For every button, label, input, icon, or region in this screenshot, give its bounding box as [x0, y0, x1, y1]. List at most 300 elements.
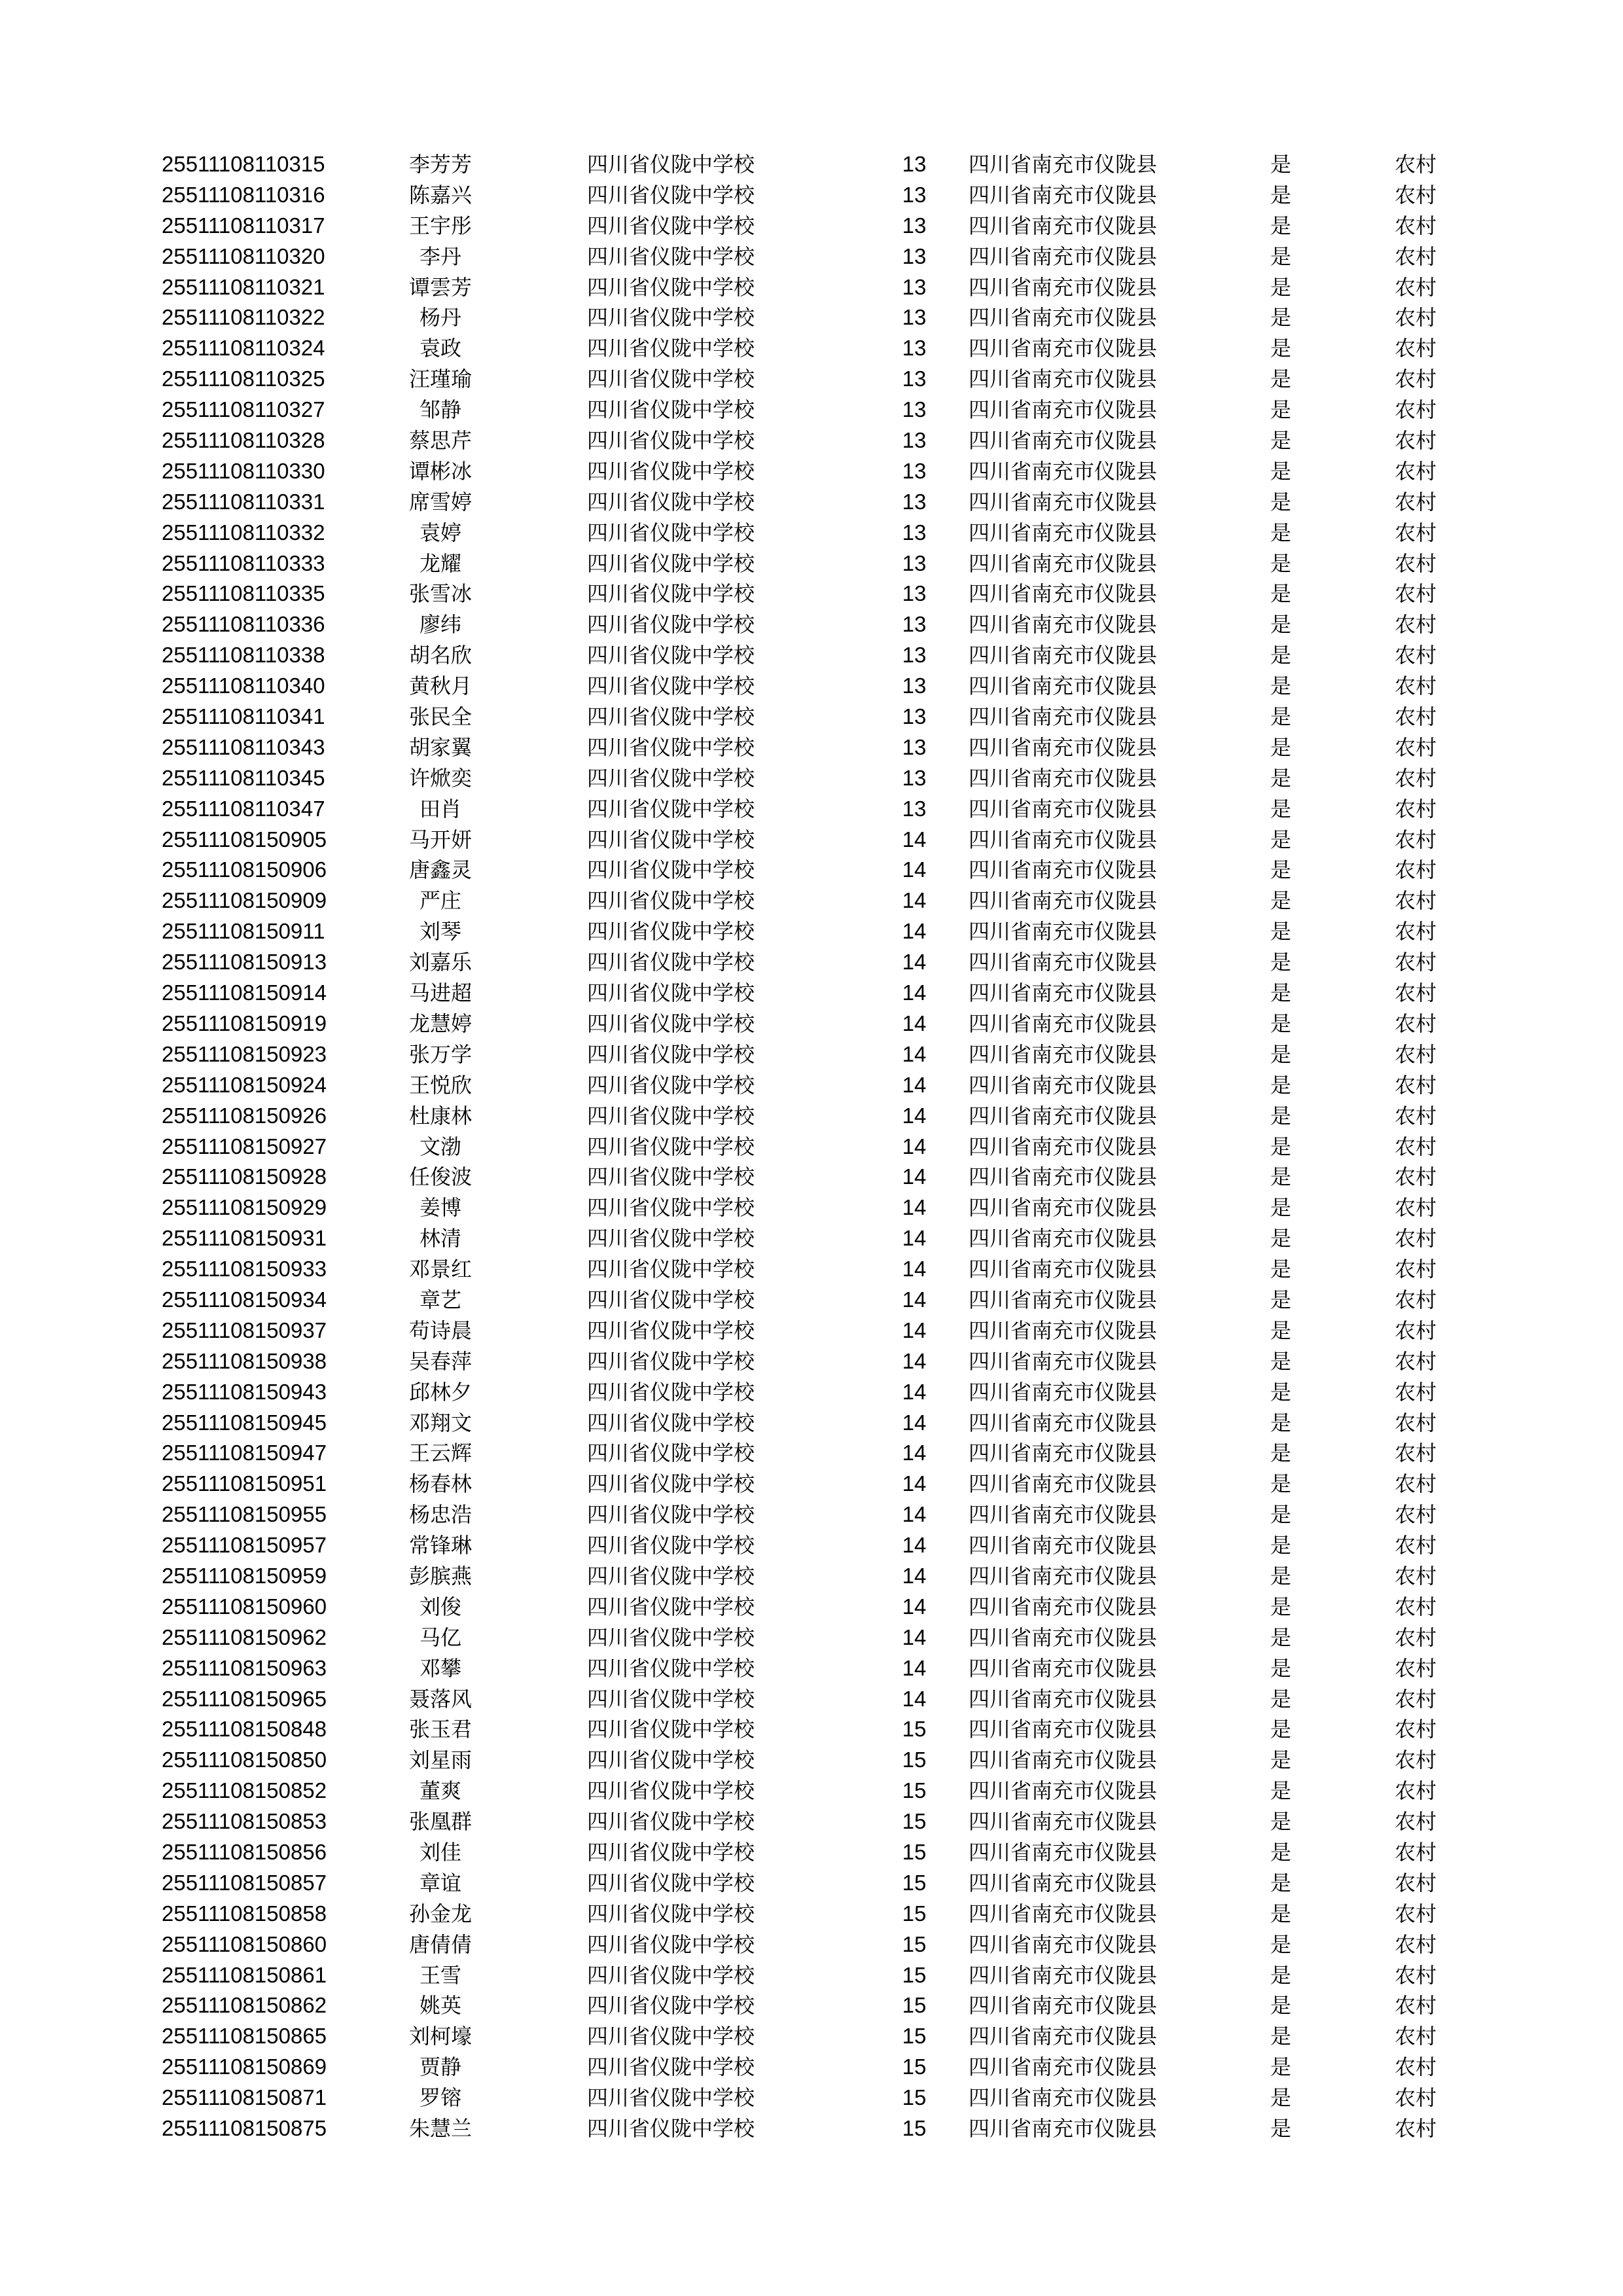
region-cell: 四川省南充市仪陇县: [969, 1839, 1158, 1865]
table-row: [0, 1223, 1623, 1254]
residence-type-cell: 农村: [1394, 1103, 1437, 1128]
school-cell: 四川省仪陇中学校: [587, 1870, 755, 1895]
student-name-cell: 邱林夕: [408, 1379, 473, 1405]
eligibility-flag-cell: 是: [1270, 367, 1292, 392]
residence-type-cell: 农村: [1394, 1410, 1437, 1435]
exam-number-cell: 25511108150951: [162, 1471, 327, 1496]
student-name-cell: 杜康林: [408, 1103, 473, 1128]
eligibility-flag-cell: 是: [1270, 1901, 1292, 1926]
exam-number-cell: 25511108110336: [162, 612, 325, 637]
school-cell: 四川省仪陇中学校: [587, 888, 755, 914]
region-cell: 四川省南充市仪陇县: [969, 397, 1158, 423]
residence-type-cell: 农村: [1394, 673, 1437, 699]
table-row: [0, 763, 1623, 794]
exam-number-cell: 25511108150865: [162, 2024, 327, 2049]
school-cell: 四川省仪陇中学校: [587, 2024, 755, 2049]
residence-type-cell: 农村: [1394, 1563, 1437, 1588]
school-cell: 四川省仪陇中学校: [587, 1655, 755, 1681]
class-cell: 14: [902, 1257, 927, 1282]
exam-number-cell: 25511108110332: [162, 520, 325, 545]
exam-number-cell: 25511108110321: [162, 274, 325, 299]
student-name-cell: 谭彬冰: [408, 458, 473, 484]
school-cell: 四川省仪陇中学校: [587, 1318, 755, 1343]
region-cell: 四川省南充市仪陇县: [969, 919, 1158, 944]
school-cell: 四川省仪陇中学校: [587, 1686, 755, 1712]
class-cell: 14: [902, 1624, 927, 1649]
eligibility-flag-cell: 是: [1270, 213, 1292, 238]
eligibility-flag-cell: 是: [1270, 1655, 1292, 1681]
exam-number-cell: 25511108150957: [162, 1533, 327, 1558]
school-cell: 四川省仪陇中学校: [587, 643, 755, 668]
region-cell: 四川省南充市仪陇县: [969, 612, 1158, 637]
eligibility-flag-cell: 是: [1270, 1164, 1292, 1190]
region-cell: 四川省南充市仪陇县: [969, 950, 1158, 975]
region-cell: 四川省南充市仪陇县: [969, 581, 1158, 607]
class-cell: 14: [902, 1410, 927, 1435]
exam-number-cell: 25511108150938: [162, 1348, 327, 1373]
table-row: [0, 1254, 1623, 1285]
class-cell: 13: [902, 796, 927, 821]
residence-type-cell: 农村: [1394, 1257, 1437, 1282]
school-cell: 四川省仪陇中学校: [587, 1717, 755, 1742]
region-cell: 四川省南充市仪陇县: [969, 1901, 1158, 1926]
eligibility-flag-cell: 是: [1270, 581, 1292, 607]
residence-type-cell: 农村: [1394, 1809, 1437, 1835]
region-cell: 四川省南充市仪陇县: [969, 274, 1158, 300]
student-name-cell: 张雪冰: [408, 581, 473, 607]
class-cell: 15: [902, 1901, 927, 1926]
school-cell: 四川省仪陇中学校: [587, 765, 755, 791]
residence-type-cell: 农村: [1394, 1533, 1437, 1558]
region-cell: 四川省南充市仪陇县: [969, 1717, 1158, 1742]
exam-number-cell: 25511108150965: [162, 1686, 327, 1711]
student-name-cell: 刘嘉乐: [408, 950, 473, 975]
residence-type-cell: 农村: [1394, 1901, 1437, 1926]
class-cell: 13: [902, 213, 927, 238]
student-name-cell: 任俊波: [408, 1164, 473, 1190]
exam-number-cell: 25511108150934: [162, 1287, 327, 1312]
residence-type-cell: 农村: [1394, 704, 1437, 730]
exam-number-cell: 25511108110333: [162, 550, 325, 575]
school-cell: 四川省仪陇中学校: [587, 1379, 755, 1405]
exam-number-cell: 25511108110324: [162, 336, 325, 361]
student-name-cell: 彭膑燕: [408, 1563, 473, 1588]
exam-number-cell: 25511108150926: [162, 1103, 327, 1128]
table-row: [0, 1316, 1623, 1346]
student-name-cell: 姜博: [419, 1195, 462, 1221]
eligibility-flag-cell: 是: [1270, 1931, 1292, 1957]
eligibility-flag-cell: 是: [1270, 1962, 1292, 1988]
school-cell: 四川省仪陇中学校: [587, 1533, 755, 1558]
student-name-cell: 刘琴: [419, 919, 462, 944]
class-cell: 13: [902, 489, 927, 514]
student-name-cell: 姚英: [419, 1993, 462, 2018]
school-cell: 四川省仪陇中学校: [587, 1778, 755, 1804]
exam-number-cell: 25511108150875: [162, 2116, 327, 2140]
residence-type-cell: 农村: [1394, 1502, 1437, 1528]
student-name-cell: 马亿: [419, 1624, 462, 1650]
class-cell: 14: [902, 1041, 927, 1066]
student-name-cell: 廖纬: [419, 612, 462, 637]
exam-number-cell: 25511108110328: [162, 428, 325, 453]
residence-type-cell: 农村: [1394, 489, 1437, 514]
school-cell: 四川省仪陇中学校: [587, 489, 755, 514]
region-cell: 四川省南充市仪陇县: [969, 1379, 1158, 1405]
class-cell: 13: [902, 520, 927, 545]
residence-type-cell: 农村: [1394, 428, 1437, 454]
school-cell: 四川省仪陇中学校: [587, 2085, 755, 2111]
residence-type-cell: 农村: [1394, 1348, 1437, 1374]
region-cell: 四川省南充市仪陇县: [969, 2116, 1158, 2141]
eligibility-flag-cell: 是: [1270, 980, 1292, 1006]
region-cell: 四川省南充市仪陇县: [969, 1686, 1158, 1712]
residence-type-cell: 农村: [1394, 857, 1437, 883]
region-cell: 四川省南充市仪陇县: [969, 1164, 1158, 1190]
region-cell: 四川省南充市仪陇县: [969, 1624, 1158, 1650]
student-name-cell: 胡家翼: [408, 734, 473, 760]
table-row: [0, 2021, 1623, 2052]
class-cell: 14: [902, 1502, 927, 1527]
region-cell: 四川省南充市仪陇县: [969, 1748, 1158, 1773]
region-cell: 四川省南充市仪陇县: [969, 458, 1158, 484]
school-cell: 四川省仪陇中学校: [587, 1748, 755, 1773]
exam-number-cell: 25511108150906: [162, 857, 327, 882]
residence-type-cell: 农村: [1394, 980, 1437, 1006]
region-cell: 四川省南充市仪陇县: [969, 489, 1158, 514]
eligibility-flag-cell: 是: [1270, 1257, 1292, 1282]
student-name-cell: 朱慧兰: [408, 2116, 473, 2141]
eligibility-flag-cell: 是: [1270, 1870, 1292, 1895]
exam-number-cell: 25511108110341: [162, 704, 325, 729]
table-row: [0, 1684, 1623, 1715]
class-cell: 15: [902, 1717, 927, 1742]
eligibility-flag-cell: 是: [1270, 520, 1292, 545]
student-name-cell: 邓攀: [419, 1655, 462, 1681]
student-name-cell: 张万学: [408, 1041, 473, 1067]
residence-type-cell: 农村: [1394, 2054, 1437, 2080]
region-cell: 四川省南充市仪陇县: [969, 1410, 1158, 1435]
class-cell: 15: [902, 1809, 927, 1834]
residence-type-cell: 农村: [1394, 796, 1437, 821]
region-cell: 四川省南充市仪陇县: [969, 213, 1158, 238]
residence-type-cell: 农村: [1394, 643, 1437, 668]
table-row: [0, 1346, 1623, 1377]
table-row: [0, 1377, 1623, 1408]
exam-number-cell: 25511108150931: [162, 1226, 327, 1251]
eligibility-flag-cell: 是: [1270, 2116, 1292, 2141]
residence-type-cell: 农村: [1394, 274, 1437, 300]
eligibility-flag-cell: 是: [1270, 888, 1292, 914]
table-row: [0, 1039, 1623, 1070]
student-name-cell: 邓景红: [408, 1257, 473, 1282]
region-cell: 四川省南充市仪陇县: [969, 1563, 1158, 1588]
table-row: [0, 333, 1623, 364]
class-cell: 13: [902, 734, 927, 759]
student-name-cell: 龙耀: [419, 550, 462, 576]
class-cell: 14: [902, 1655, 927, 1680]
residence-type-cell: 农村: [1394, 1870, 1437, 1895]
class-cell: 14: [902, 1195, 927, 1220]
class-cell: 14: [902, 827, 927, 852]
region-cell: 四川省南充市仪陇县: [969, 827, 1158, 852]
student-name-cell: 刘佳: [419, 1839, 462, 1865]
table-row: [0, 1745, 1623, 1776]
class-cell: 14: [902, 1686, 927, 1711]
class-cell: 13: [902, 182, 927, 207]
student-name-cell: 李丹: [419, 243, 462, 269]
table-row: [0, 149, 1623, 180]
region-cell: 四川省南充市仪陇县: [969, 367, 1158, 392]
eligibility-flag-cell: 是: [1270, 305, 1292, 331]
school-cell: 四川省仪陇中学校: [587, 1011, 755, 1036]
student-name-cell: 常锋琳: [408, 1533, 473, 1558]
student-name-cell: 李芳芳: [408, 152, 473, 177]
eligibility-flag-cell: 是: [1270, 1379, 1292, 1405]
class-cell: 14: [902, 1594, 927, 1619]
class-cell: 13: [902, 428, 927, 453]
residence-type-cell: 农村: [1394, 1471, 1437, 1497]
table-row: [0, 211, 1623, 242]
exam-number-cell: 25511108110320: [162, 243, 325, 268]
table-row: [0, 2113, 1623, 2144]
student-name-cell: 杨丹: [419, 305, 462, 331]
exam-number-cell: 25511108150945: [162, 1410, 327, 1435]
class-cell: 14: [902, 1134, 927, 1158]
region-cell: 四川省南充市仪陇县: [969, 1778, 1158, 1804]
school-cell: 四川省仪陇中学校: [587, 673, 755, 699]
exam-number-cell: 25511108150929: [162, 1195, 327, 1220]
region-cell: 四川省南充市仪陇县: [969, 1441, 1158, 1466]
school-cell: 四川省仪陇中学校: [587, 796, 755, 821]
student-name-cell: 邓翔文: [408, 1410, 473, 1435]
class-cell: 15: [902, 2024, 927, 2049]
eligibility-flag-cell: 是: [1270, 1441, 1292, 1466]
residence-type-cell: 农村: [1394, 1962, 1437, 1988]
region-cell: 四川省南充市仪陇县: [969, 1134, 1158, 1159]
student-name-cell: 杨忠浩: [408, 1502, 473, 1528]
residence-type-cell: 农村: [1394, 950, 1437, 975]
exam-number-cell: 25511108110325: [162, 367, 325, 391]
exam-number-cell: 25511108110322: [162, 305, 325, 330]
region-cell: 四川省南充市仪陇县: [969, 673, 1158, 699]
class-cell: 14: [902, 1348, 927, 1373]
table-row: [0, 1990, 1623, 2021]
table-row: [0, 518, 1623, 548]
class-cell: 14: [902, 950, 927, 975]
student-name-cell: 马开妍: [408, 827, 473, 852]
class-cell: 13: [902, 673, 927, 698]
table-row: [0, 1101, 1623, 1132]
class-cell: 14: [902, 1072, 927, 1097]
school-cell: 四川省仪陇中学校: [587, 550, 755, 576]
residence-type-cell: 农村: [1394, 1134, 1437, 1159]
student-name-cell: 黄秋月: [408, 673, 473, 699]
exam-number-cell: 25511108150860: [162, 1931, 327, 1956]
exam-number-cell: 25511108150856: [162, 1839, 327, 1864]
region-cell: 四川省南充市仪陇县: [969, 1471, 1158, 1497]
eligibility-flag-cell: 是: [1270, 336, 1292, 361]
exam-number-cell: 25511108110347: [162, 796, 325, 821]
table-row: [0, 855, 1623, 886]
residence-type-cell: 农村: [1394, 397, 1437, 423]
region-cell: 四川省南充市仪陇县: [969, 1931, 1158, 1957]
student-name-cell: 蔡思芹: [408, 428, 473, 454]
student-name-cell: 许焮奕: [408, 765, 473, 791]
school-cell: 四川省仪陇中学校: [587, 980, 755, 1006]
student-name-cell: 刘星雨: [408, 1748, 473, 1773]
eligibility-flag-cell: 是: [1270, 397, 1292, 423]
school-cell: 四川省仪陇中学校: [587, 1809, 755, 1835]
exam-number-cell: 25511108110335: [162, 581, 325, 606]
exam-number-cell: 25511108150852: [162, 1778, 327, 1803]
student-name-cell: 文渤: [419, 1134, 462, 1159]
region-cell: 四川省南充市仪陇县: [969, 1348, 1158, 1374]
school-cell: 四川省仪陇中学校: [587, 612, 755, 637]
region-cell: 四川省南充市仪陇县: [969, 1195, 1158, 1221]
class-cell: 14: [902, 1011, 927, 1035]
eligibility-flag-cell: 是: [1270, 182, 1292, 207]
class-cell: 15: [902, 1778, 927, 1803]
table-row: [0, 1408, 1623, 1439]
region-cell: 四川省南充市仪陇县: [969, 2024, 1158, 2049]
eligibility-flag-cell: 是: [1270, 1839, 1292, 1865]
residence-type-cell: 农村: [1394, 336, 1437, 361]
exam-number-cell: 25511108150963: [162, 1655, 327, 1680]
table-row: [0, 272, 1623, 303]
eligibility-flag-cell: 是: [1270, 796, 1292, 821]
eligibility-flag-cell: 是: [1270, 1287, 1292, 1312]
residence-type-cell: 农村: [1394, 213, 1437, 238]
exam-number-cell: 25511108150871: [162, 2085, 327, 2110]
eligibility-flag-cell: 是: [1270, 1594, 1292, 1619]
student-name-cell: 唐倩倩: [408, 1931, 473, 1957]
student-name-cell: 张凰群: [408, 1809, 473, 1835]
region-cell: 四川省南充市仪陇县: [969, 888, 1158, 914]
exam-number-cell: 25511108150933: [162, 1257, 327, 1282]
eligibility-flag-cell: 是: [1270, 2054, 1292, 2080]
table-row: [0, 609, 1623, 640]
region-cell: 四川省南充市仪陇县: [969, 243, 1158, 269]
eligibility-flag-cell: 是: [1270, 1993, 1292, 2018]
class-cell: 14: [902, 1471, 927, 1496]
table-row: [0, 1776, 1623, 1806]
exam-number-cell: 25511108150850: [162, 1748, 327, 1772]
school-cell: 四川省仪陇中学校: [587, 1931, 755, 1957]
student-name-cell: 章谊: [419, 1870, 462, 1895]
region-cell: 四川省南充市仪陇县: [969, 428, 1158, 454]
table-row: [0, 180, 1623, 211]
exam-number-cell: 25511108150962: [162, 1624, 327, 1649]
residence-type-cell: 农村: [1394, 1164, 1437, 1190]
school-cell: 四川省仪陇中学校: [587, 1441, 755, 1466]
table-row: [0, 1868, 1623, 1899]
residence-type-cell: 农村: [1394, 2116, 1437, 2141]
exam-number-cell: 25511108150947: [162, 1441, 327, 1465]
school-cell: 四川省仪陇中学校: [587, 1072, 755, 1098]
class-cell: 15: [902, 1748, 927, 1772]
region-cell: 四川省南充市仪陇县: [969, 182, 1158, 207]
school-cell: 四川省仪陇中学校: [587, 1839, 755, 1865]
exam-number-cell: 25511108150919: [162, 1011, 327, 1035]
school-cell: 四川省仪陇中学校: [587, 1103, 755, 1128]
class-cell: 14: [902, 1226, 927, 1251]
eligibility-flag-cell: 是: [1270, 1348, 1292, 1374]
region-cell: 四川省南充市仪陇县: [969, 550, 1158, 576]
residence-type-cell: 农村: [1394, 1041, 1437, 1067]
class-cell: 14: [902, 1563, 927, 1588]
table-row: [0, 1070, 1623, 1101]
exam-number-cell: 25511108150913: [162, 950, 327, 975]
exam-number-cell: 25511108150858: [162, 1901, 327, 1926]
eligibility-flag-cell: 是: [1270, 1624, 1292, 1650]
table-row: [0, 487, 1623, 518]
residence-type-cell: 农村: [1394, 1748, 1437, 1773]
class-cell: 14: [902, 888, 927, 913]
exam-number-cell: 25511108110316: [162, 182, 325, 207]
school-cell: 四川省仪陇中学校: [587, 1993, 755, 2018]
class-cell: 13: [902, 458, 927, 483]
exam-number-cell: 25511108150911: [162, 919, 325, 944]
school-cell: 四川省仪陇中学校: [587, 152, 755, 177]
table-row: [0, 395, 1623, 425]
residence-type-cell: 农村: [1394, 765, 1437, 791]
region-cell: 四川省南充市仪陇县: [969, 2085, 1158, 2111]
residence-type-cell: 农村: [1394, 305, 1437, 331]
eligibility-flag-cell: 是: [1270, 612, 1292, 637]
school-cell: 四川省仪陇中学校: [587, 305, 755, 331]
eligibility-flag-cell: 是: [1270, 1809, 1292, 1835]
residence-type-cell: 农村: [1394, 1778, 1437, 1804]
exam-number-cell: 25511108150943: [162, 1379, 327, 1404]
table-row: [0, 1806, 1623, 1837]
class-cell: 14: [902, 1318, 927, 1342]
class-cell: 13: [902, 612, 927, 637]
class-cell: 15: [902, 2054, 927, 2079]
eligibility-flag-cell: 是: [1270, 1041, 1292, 1067]
school-cell: 四川省仪陇中学校: [587, 1164, 755, 1190]
eligibility-flag-cell: 是: [1270, 1778, 1292, 1804]
exam-number-cell: 25511108150869: [162, 2054, 327, 2079]
student-name-cell: 王云辉: [408, 1441, 473, 1466]
student-name-cell: 汪瑾瑜: [408, 367, 473, 392]
class-cell: 14: [902, 1103, 927, 1128]
exam-number-cell: 25511108150960: [162, 1594, 327, 1619]
eligibility-flag-cell: 是: [1270, 1686, 1292, 1712]
student-name-cell: 刘俊: [419, 1594, 462, 1619]
class-cell: 14: [902, 1441, 927, 1465]
class-cell: 14: [902, 980, 927, 1005]
student-name-cell: 董爽: [419, 1778, 462, 1804]
school-cell: 四川省仪陇中学校: [587, 1624, 755, 1650]
school-cell: 四川省仪陇中学校: [587, 827, 755, 852]
class-cell: 13: [902, 643, 927, 668]
eligibility-flag-cell: 是: [1270, 1134, 1292, 1159]
school-cell: 四川省仪陇中学校: [587, 428, 755, 454]
eligibility-flag-cell: 是: [1270, 1748, 1292, 1773]
table-row: [0, 1438, 1623, 1469]
eligibility-flag-cell: 是: [1270, 950, 1292, 975]
exam-number-cell: 25511108150923: [162, 1041, 327, 1066]
class-cell: 15: [902, 1931, 927, 1956]
exam-number-cell: 25511108150927: [162, 1134, 327, 1158]
region-cell: 四川省南充市仪陇县: [969, 305, 1158, 331]
class-cell: 15: [902, 2116, 927, 2140]
student-name-cell: 王宇彤: [408, 213, 473, 238]
exam-number-cell: 25511108110340: [162, 673, 325, 698]
table-row: [0, 1499, 1623, 1530]
eligibility-flag-cell: 是: [1270, 152, 1292, 177]
region-cell: 四川省南充市仪陇县: [969, 1072, 1158, 1098]
